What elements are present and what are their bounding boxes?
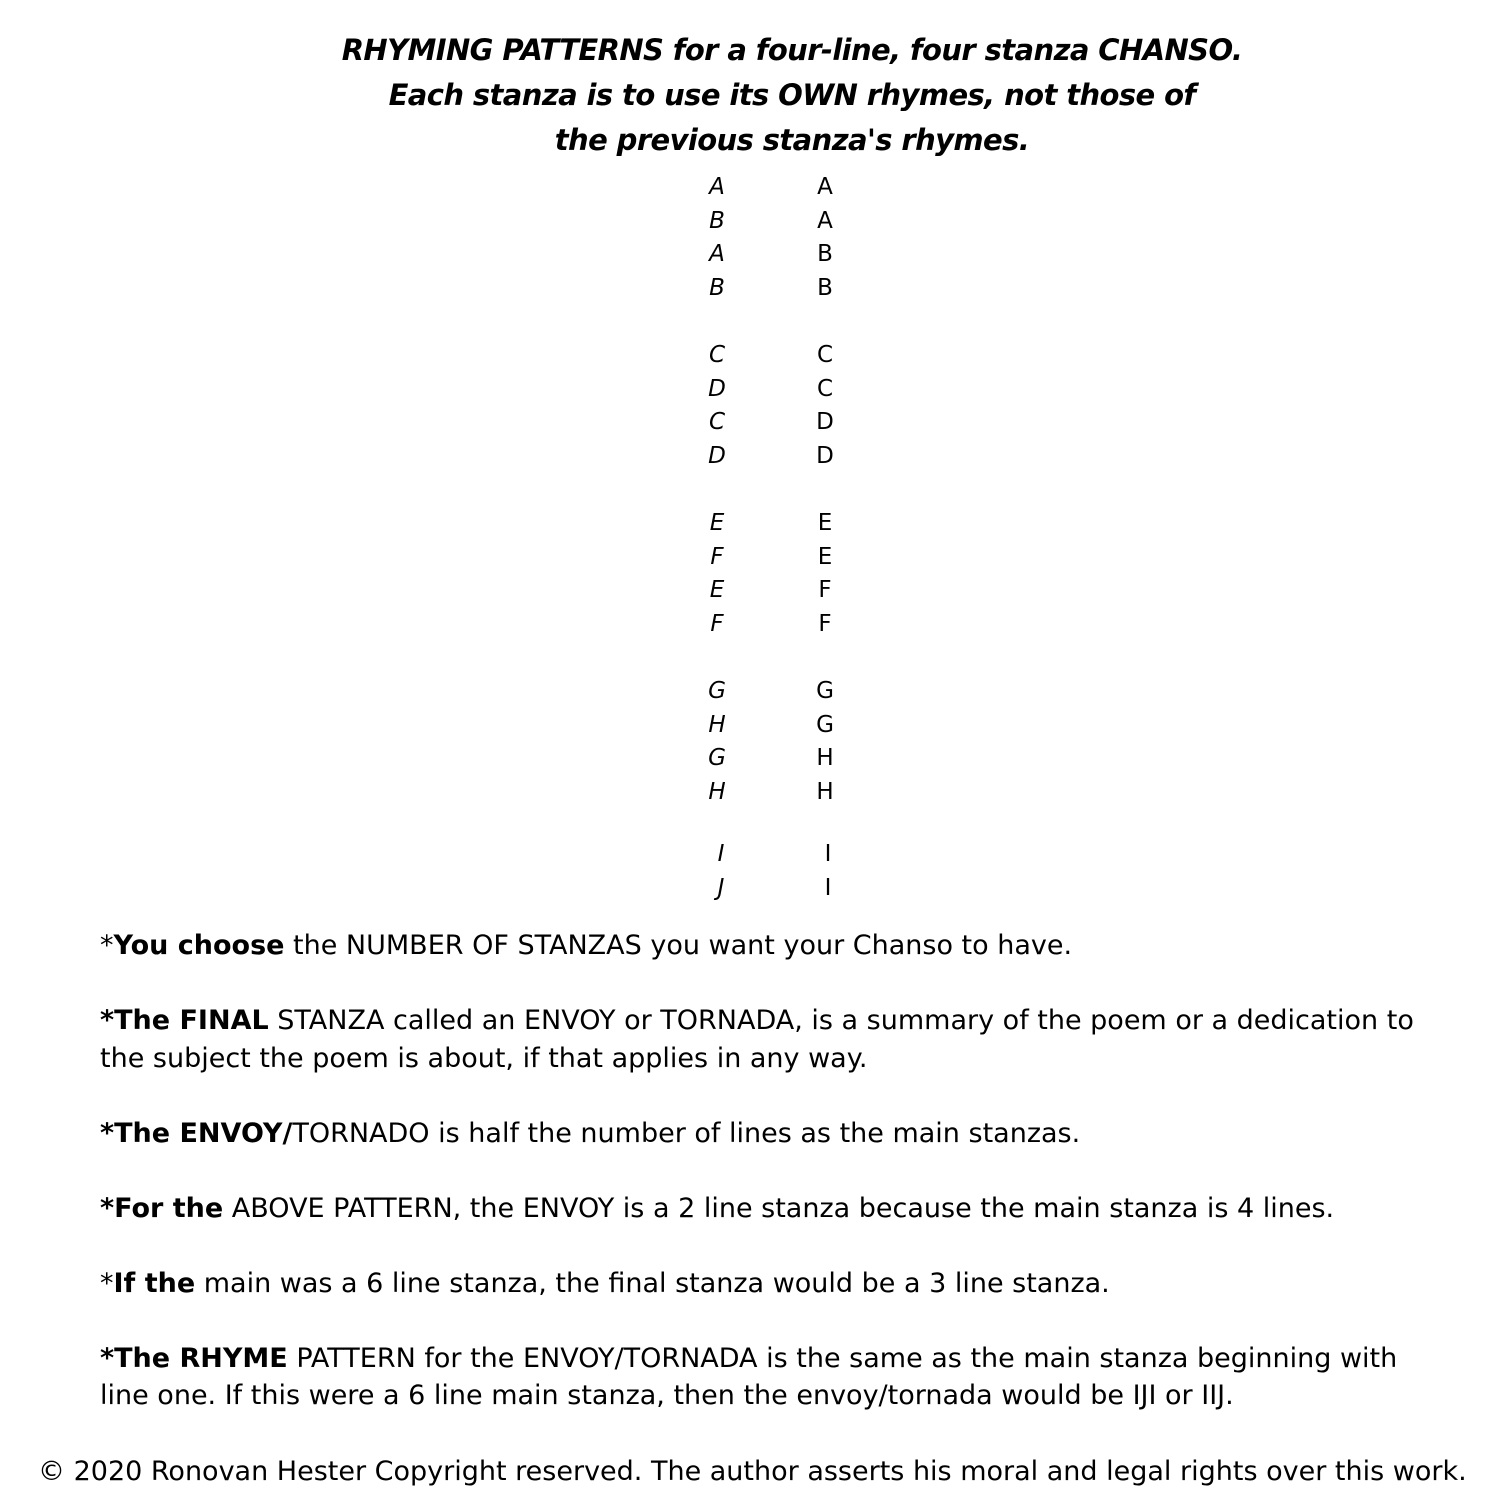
title-line-2: Each stanza is to use its OWN rhymes, not those of [388, 78, 1196, 112]
rhyme-letter: B [817, 274, 833, 301]
rhyme-letter: E [709, 509, 725, 536]
rhyme-letter: F [818, 610, 832, 637]
note-text: PATTERN for the ENVOY/TORNADA is the same as the main stanza beginning with line one. If this were a 6 line main stanza, then the envoy/tornada would be IJI or IIJ. [100, 1342, 1406, 1411]
rhyme-letter: E [817, 543, 833, 570]
note-lead: For the [114, 1192, 224, 1224]
pattern-column-couplet [805, 171, 845, 905]
rhyme-letter: G [708, 677, 726, 704]
copyright-notice: © 2020 Ronovan Hester Copyright reserved. The author asserts his moral and legal rights over this work. [38, 1456, 1467, 1487]
rhyme-letter: F [710, 610, 724, 637]
note-star: * [100, 930, 114, 961]
note-lead: If the [113, 1267, 196, 1299]
rhyme-letter: D [708, 442, 726, 469]
note-lead: You choose [113, 930, 285, 961]
rhyme-letter: B [817, 241, 833, 268]
note-star: * [100, 1117, 115, 1149]
note-star: * [100, 1192, 115, 1224]
rhyme-letter: A [817, 174, 833, 200]
rhyme-letter: G [708, 745, 726, 772]
rhyme-letter: B [709, 207, 725, 234]
note-six-line [100, 1265, 1440, 1303]
rhyme-letter: C [708, 409, 726, 436]
rhyme-letter: H [708, 711, 726, 738]
pattern-column-alternating [697, 171, 737, 905]
note-text: STANZA called an ENVOY or TORNADA, is a summary of the poem or a dedication to the subject the poem is about, if that applies in any way. [100, 1005, 1423, 1074]
rhyme-letter: F [710, 543, 724, 570]
envoy-letter: J [717, 874, 725, 901]
rhyme-letter: E [817, 509, 833, 536]
note-lead: The RHYME [114, 1342, 288, 1374]
note-lead: The ENVOY/ [114, 1117, 293, 1149]
rhyme-letter: B [709, 274, 725, 301]
rhyme-letter: C [708, 341, 726, 368]
rhyme-letter: A [709, 174, 725, 200]
note-text: TORNADO is half the number of lines as the main stanzas. [292, 1117, 1081, 1149]
rhyme-letter: A [709, 241, 725, 268]
title-line-3: the previous stanza's rhymes. [554, 123, 1030, 157]
note-star: * [100, 1005, 115, 1036]
rhyme-letter: H [708, 778, 726, 805]
envoy-letter: I [717, 841, 725, 868]
note-text: the NUMBER OF STANZAS you want your Chanso to have. [284, 930, 1073, 961]
envoy-letter: I [824, 841, 832, 868]
note-above-pattern [100, 1190, 1440, 1228]
note-lead: The FINAL [114, 1005, 269, 1036]
rhyme-letter: E [709, 577, 725, 604]
rhyme-letter: H [816, 778, 834, 805]
envoy-letter: I [824, 874, 832, 901]
note-text: ABOVE PATTERN, the ENVOY is a 2 line stanza because the main stanza is 4 lines. [223, 1192, 1335, 1224]
rhyme-letter: D [816, 442, 834, 469]
note-rhyme-pattern [100, 1340, 1440, 1415]
notes-section [100, 927, 1440, 1452]
title-line-1: RHYMING PATTERNS for a four-line, four stanza CHANSO. [341, 33, 1243, 67]
rhyme-letter: C [816, 375, 834, 402]
rhyme-letter: G [816, 711, 834, 738]
rhyme-letter: A [817, 207, 833, 234]
rhyme-letter: H [816, 745, 834, 772]
rhyme-letter: D [816, 409, 834, 436]
note-star: * [100, 1267, 114, 1299]
note-text: main was a 6 line stanza, the final stanza would be a 3 line stanza. [195, 1267, 1110, 1299]
rhyme-letter: D [708, 375, 726, 402]
page-title [0, 28, 1500, 163]
note-final-stanza [100, 1002, 1440, 1077]
note-stanza-count [100, 927, 1440, 965]
note-envoy-length [100, 1115, 1440, 1153]
rhyme-letter: F [818, 577, 832, 604]
note-star: * [100, 1342, 115, 1374]
rhyme-letter: C [816, 341, 834, 368]
rhyme-letter: G [816, 677, 834, 704]
